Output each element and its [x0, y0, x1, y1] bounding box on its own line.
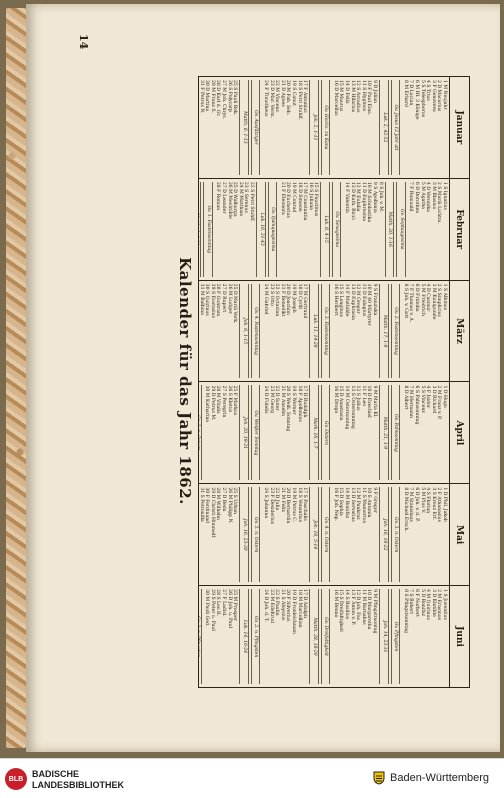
month-column	[199, 280, 469, 382]
day-entry: 7 M Stanislaus	[408, 487, 414, 522]
gospel-note	[199, 182, 201, 277]
gospel-note	[199, 385, 202, 480]
day-entry: 14 M Bonifaz	[344, 487, 350, 519]
gospel-note: Joh. 16, 23-30	[239, 487, 249, 582]
day-entry: 26 S Kletus	[226, 385, 232, 413]
gospel-note: Gv. Ostern	[321, 385, 331, 480]
day-entry: 2 D Macarius	[436, 80, 442, 112]
day-entry: 14 D Felix	[344, 80, 350, 104]
day-entry: 7 M Hermann	[408, 385, 414, 418]
day-entry: 13 M Hilarius	[349, 80, 355, 113]
gospel-note: Luk. 8, 4-15	[320, 182, 330, 277]
day-entry: 6 D Joh. v. d. P.	[414, 487, 420, 522]
day-entry: 26 M Philipp N.	[226, 487, 232, 524]
day-entry: 20 S Weiß. Sonntag	[285, 385, 291, 432]
day-entry: 10 D Ezechiel	[366, 385, 372, 418]
day-entry: 14 S Basilius	[344, 589, 350, 620]
day-entry: 31 S Petronilla	[199, 487, 204, 522]
day-entry: 15 D Anastasia	[338, 385, 344, 421]
day-entry: 17 M Gertraud	[302, 283, 308, 319]
day-entry: 26 S Polycarp	[226, 80, 232, 113]
gospel-note: Gv. Jesus 12 Jahr alt	[391, 80, 401, 175]
gospel-note: Gv. Septuagesima	[396, 182, 406, 277]
gospel-note: Gv. Ausfätziger	[251, 80, 261, 175]
day-entry: 21 D Agnes	[279, 80, 285, 107]
gospel-note: Luk. 2, 42-52	[379, 80, 389, 175]
gospel-note: Joh. 2, 1-11	[309, 80, 319, 175]
gospel-note: Joh. 16, 16-22	[379, 487, 389, 582]
day-entry: 16 M Drogo	[332, 385, 338, 414]
day-entry: 19 M Petrus C.	[290, 487, 296, 523]
blb-name[interactable]	[32, 769, 124, 791]
day-entry: 8 M Erhard	[402, 80, 408, 107]
day-entry: 24 M Gabriel	[262, 283, 268, 315]
day-entry: 30 D Martina	[204, 80, 210, 112]
day-entry: 11 D Eulogius	[360, 283, 366, 317]
day-entry: 3 D Klotilde	[430, 589, 436, 617]
day-entry: 18 M Marcellian	[296, 589, 302, 628]
day-entry: 15 S Faustinus	[313, 181, 319, 217]
day-entry: 9 M Pfingstmontag	[372, 589, 378, 634]
gospel-note: Gv. 3. n. Ostern	[391, 487, 401, 582]
day-entry: 16 S Juliana	[307, 181, 313, 210]
day-entry: 4 D Veronika	[425, 181, 431, 212]
day-entry: 22 S Octavian	[274, 283, 280, 317]
day-entry: 12 M Pankraz	[355, 487, 361, 520]
day-entry: 5 D Bonifaz	[419, 589, 425, 617]
day-entry: 23 D Mar. Verm.	[268, 80, 274, 119]
day-entry: 13 D Kath. Ricci	[349, 181, 355, 220]
day-entry: 8 S Joh. v. Gott	[402, 283, 408, 319]
blb-line-1: BADISCHE	[32, 769, 80, 779]
day-entry: 2 M Erasmus	[436, 589, 442, 621]
day-entry: 21 S Aloysius	[279, 589, 285, 621]
day-entry: 1 D Hugo	[442, 385, 447, 408]
day-entry: 3 F Genoveva	[430, 80, 436, 112]
day-entry: 9 M Maria Kl.	[372, 385, 378, 418]
day-entry: 10 M 40 Märtyrer	[366, 283, 372, 326]
day-entry: 2 S Simplicius	[436, 283, 442, 317]
day-entry: 17 M Constantia	[302, 181, 308, 221]
day-entry: 21 F Eleonora	[279, 181, 285, 215]
day-entry: 21 F Benedikt	[279, 283, 285, 317]
gospel-note: Matth. 21, 1-9	[379, 385, 389, 480]
day-entry: 5 M Agatha	[419, 181, 425, 209]
day-entry: 29 D Christi Himmelf.	[209, 487, 215, 539]
day-entry: 10 S Antonin	[366, 487, 372, 518]
gospel-note: Gv. 5. n. Ostern	[251, 487, 261, 582]
day-entry: 14 F Valentin	[344, 181, 350, 213]
day-entry: 4 S Titus	[425, 80, 431, 101]
calendar-grid	[198, 76, 470, 688]
day-entry: 3 M Blasius	[430, 181, 436, 210]
day-entry: 4 D Casimir	[425, 283, 431, 312]
day-entry: 15 S Dreifaltigkeit	[338, 589, 344, 633]
day-entry: 11 D Euphrosina	[360, 181, 366, 221]
gospel-note: Gv. Palmsonntag	[391, 385, 401, 480]
day-entry: 12 M Eulalia	[355, 181, 361, 212]
day-entry: 20 D Bernardin	[285, 487, 291, 524]
day-entry: 25 S Pauli Bek.	[232, 80, 238, 116]
day-entry: 24 F Timotheus	[262, 80, 268, 117]
gospel-note: Matth. 20, 1-16	[385, 182, 395, 277]
day-entry: 8 S Joh. v. M.	[377, 181, 383, 213]
gospel-note: Joh. 20, 19-31	[239, 385, 249, 480]
day-entry: 20 M Fab. Seb.	[285, 80, 291, 116]
day-entry: 20 D Eucherius	[285, 181, 291, 218]
day-entry: 10 D Margaretha	[366, 589, 372, 630]
day-entry: 15 M Maurus	[338, 80, 344, 112]
day-entry: 24 D Fidelis	[262, 385, 268, 414]
day-entry: 8 S Pfingstsonntag	[402, 589, 408, 633]
day-entry: 18 S Petri Stuhlf.	[296, 80, 302, 120]
day-entry: 9 D Julian	[372, 80, 378, 103]
day-entry: 23 M Edeltrud	[268, 589, 274, 624]
day-entry: 9 F Gregor	[372, 487, 378, 513]
day-entry: 20 F Silverius	[285, 589, 291, 622]
month-heading: April	[449, 382, 467, 483]
day-entry: 22 D Julia	[274, 487, 280, 511]
day-entry: 1 M Neujahr	[442, 80, 447, 110]
day-entry: 1 S Albinus	[442, 283, 447, 311]
day-entry: 23 M Georg	[268, 385, 274, 414]
day-entry: 8 D Michael Ersch.	[402, 487, 408, 532]
month-heading: Mai	[449, 484, 467, 585]
day-entry: 17 D Rudolph	[302, 385, 308, 418]
day-entry: 25 D Walburga	[232, 181, 238, 217]
blb-logo-icon[interactable]: BLB	[5, 768, 27, 790]
day-entry: 18 D Simeon	[296, 181, 302, 212]
gospel-note: Luk. 11, 14-28	[309, 284, 319, 379]
gospel-note: Luk. 18, 31-43	[256, 182, 266, 277]
gospel-note: Joh. 16, 5-14	[309, 487, 319, 582]
month-column	[199, 381, 469, 483]
month-heading: Januar	[449, 77, 467, 178]
day-entry: 25 M Prosper	[232, 589, 238, 621]
gospel-note: Joh. 6, 1-15	[239, 284, 249, 379]
day-entry: 27 F Ladisl.	[221, 589, 226, 617]
gospel-note: Gv. 3. Fastensonntag	[321, 284, 331, 379]
day-entry: 4 F Isidor	[425, 385, 431, 409]
day-entry: 5 S Vincenz	[419, 385, 425, 413]
day-entry: 24 S Johanna	[262, 487, 268, 519]
month-column	[199, 77, 469, 178]
day-entry: 30 F Ferdinand	[204, 487, 210, 524]
day-entry: 1 S Ignatius	[442, 181, 447, 210]
day-entry: 22 S Paulin	[274, 589, 280, 616]
day-entry: 19 M Conrad	[290, 181, 296, 213]
day-entry: 7 D Lucian	[408, 80, 414, 106]
day-entry: 22 D Soter	[274, 385, 280, 411]
gospel-note: Gv. Hochz. zu Kana	[321, 80, 331, 175]
day-entry: 11 F Leo	[360, 385, 366, 406]
day-entry: 19 S Werner	[290, 385, 296, 415]
day-entry: 19 S Canut	[290, 80, 296, 106]
day-entry: 8 D Albert	[402, 385, 408, 410]
day-entry: 18 D Cyrill	[296, 283, 302, 309]
gospel-note	[199, 589, 202, 684]
gospel-note: Gv. Sexagesima	[332, 182, 342, 277]
day-entry: 28 F Roman	[215, 181, 221, 211]
day-entry: 3 M Kunigunde	[430, 283, 436, 320]
gospel-note: Gv. 2. Fastensonntag	[391, 284, 401, 379]
day-entry: 13 S Ostersonntag	[349, 385, 355, 429]
day-entry: 23 F Desiderius	[268, 487, 274, 525]
marbled-edge	[6, 8, 26, 748]
day-entry: 5 S Telesphorus	[419, 80, 425, 118]
calendar-title: Kalender für das Jahr 1862.	[176, 257, 194, 505]
day-entry: 21 M Felix	[279, 487, 285, 512]
day-entry: 17 F Antonius	[302, 80, 308, 113]
day-entry: 29 D Petrus M.	[209, 385, 215, 421]
day-entry: 2 F Athanasius	[436, 487, 442, 522]
day-entry: 7 S Robert	[408, 589, 414, 615]
day-entry: 31 M Balbina	[199, 283, 204, 315]
day-entry: 25 D Mariä Verk.	[232, 283, 238, 324]
day-entry: 11 S Mamertus	[360, 487, 366, 524]
day-entry: 22 M Vincenz	[274, 80, 280, 112]
day-entry: 6 M Hl. 3 Könige	[414, 80, 420, 120]
day-entry: 5 M Pius V.	[419, 487, 425, 514]
month-column	[199, 585, 469, 687]
day-entry: 15 D Sophia	[338, 487, 344, 516]
day-entry: 27 M Joh. Chrys.	[221, 80, 226, 120]
gospel-note: Gv. 2. n. Pfingsten	[251, 589, 261, 684]
day-entry: 6 F Norbert	[414, 589, 420, 617]
day-entry: 27 D Leander	[221, 181, 226, 214]
day-entry: 4 M Quirinus	[425, 589, 431, 620]
day-entry: 24 M Matthias	[237, 181, 243, 216]
day-entry: 28 M Vitalis	[215, 385, 221, 414]
day-entry: 16 M Benno	[332, 589, 338, 618]
day-entry: 19 M Joseph	[290, 283, 296, 313]
gospel-note: Luk. 14, 16-24	[239, 589, 249, 684]
day-entry: 13 F Anton v. P.	[349, 589, 355, 625]
day-entry: 3 S Kreuz Erf.	[430, 487, 436, 521]
day-entry: 7 F Thomas v. A.	[408, 283, 414, 323]
day-entry: 17 S Paschalis	[302, 487, 308, 521]
day-entry: 10 M Scholastika	[366, 181, 372, 223]
gospel-note: Gv. 4. n. Ostern	[321, 487, 331, 582]
day-entry: 10 F Paul Eins.	[366, 80, 372, 116]
day-entry: 23 S Otto	[268, 283, 274, 306]
month-column	[199, 178, 469, 280]
day-entry: 25 F Markus	[232, 385, 238, 416]
day-entry: 12 S Arcadius	[355, 80, 361, 113]
gospel-note: Gv. Dreifaltigkeit	[321, 589, 331, 684]
gospel-note: Gv. 1. Fastensonntag	[203, 182, 213, 277]
day-entry: 24 D Joh. d. T.	[262, 589, 268, 622]
day-entry: 30 M Katharina	[204, 385, 210, 423]
gospel-note: Mark. 16, 1-7	[309, 385, 319, 480]
day-entry: 29 S Eustasius	[209, 283, 215, 318]
month-column	[199, 483, 469, 585]
day-entry: 28 M Wilhelm	[215, 487, 221, 520]
month-heading: Juni	[449, 586, 467, 687]
gospel-note: Matth. 17, 1-9	[379, 284, 389, 379]
day-entry: 4 S Florian	[425, 487, 431, 514]
day-entry: 6 S Palmsonntag	[414, 385, 420, 425]
day-entry: 27 D Beda	[221, 487, 226, 512]
day-entry: 27 D Rupert	[221, 283, 226, 313]
day-entry: 26 M Ludger	[226, 283, 232, 314]
day-entry: 31 F Petrus N.	[199, 80, 204, 114]
gospel-note: Gv. Pfingsten	[391, 589, 401, 684]
day-entry: 1 D Phil. Jakob	[442, 487, 447, 522]
day-entry: 6 D Fridolin	[414, 283, 420, 312]
day-entry: 6 D Dorothea	[414, 181, 420, 214]
day-entry: 26 D Joh. u. Paul	[226, 589, 232, 629]
gospel-note: Gv. 4. Fastensonntag	[251, 284, 261, 379]
day-entry: 14 M Ostermontag	[344, 385, 350, 430]
day-entry: 15 S Longinus	[338, 283, 344, 318]
day-entry: 1 S Juventius	[442, 589, 447, 620]
gospel-note: Joh. 14, 23-31	[379, 589, 389, 684]
day-entry: 2 S Mariä Lichtm.	[436, 181, 442, 224]
day-entry: 9 S Apollonia	[372, 181, 378, 213]
blb-line-2: LANDESBIBLIOTHEK	[32, 780, 124, 790]
day-entry: 28 D Karl d. Gr.	[215, 80, 221, 117]
day-entry: 27 S Peregrin	[221, 385, 226, 418]
day-entry: 23 S Serenus	[243, 181, 249, 213]
gospel-note: Gv. Weißer Sonntag	[251, 385, 261, 480]
day-entry: 22 S Petri Stuhlf.	[248, 181, 254, 222]
day-entry: 29 S Peter u. Paul	[209, 589, 215, 631]
day-entry: 2 M Franz v. P.	[436, 385, 442, 420]
bw-label[interactable]: Baden-Württemberg	[390, 772, 490, 784]
gospel-note: Gv. Quinquagesima	[268, 182, 278, 277]
day-entry: 26 M Mechtilde	[226, 181, 232, 219]
day-entry: 7 F Romuald	[408, 181, 414, 212]
day-entry: 3 D Richard	[430, 385, 436, 414]
day-entry: 13 D Euphrasia	[349, 283, 355, 320]
day-entry: 30 M Pauli Ged.	[204, 589, 210, 627]
gospel-note: Matth. 28, 18-20	[309, 589, 319, 684]
day-entry: 16 D Marcellus	[332, 80, 338, 116]
day-entry: 25 S Urban	[232, 487, 238, 514]
day-entry: 28 S Leo II.	[215, 589, 221, 617]
day-entry: 18 F Apollonius	[296, 385, 302, 422]
day-entry: 13 D Servatius	[349, 487, 355, 522]
bw-coat-of-arms-icon[interactable]	[372, 771, 386, 785]
day-entry: 14 F Mathilde	[344, 283, 350, 317]
day-entry: 21 M Anselm	[279, 385, 285, 417]
day-entry: 17 D Adolph	[302, 589, 308, 618]
month-heading: März	[449, 281, 467, 382]
day-entry: 28 F Guntram	[215, 283, 221, 317]
day-entry: 11 S Hyginus	[360, 80, 366, 112]
day-entry: 16 F Joh. Nep.	[332, 487, 338, 521]
day-entry: 18 S Venantius	[296, 487, 302, 523]
day-entry: 12 D Joh. Fac.	[355, 589, 361, 622]
day-entry: 9 S Franziska	[372, 283, 378, 316]
day-entry: 12 M Gregor	[355, 283, 361, 314]
day-entry: 19 D Fronleichnam	[290, 589, 296, 634]
day-entry: 12 S Julius	[355, 385, 361, 411]
day-entry: 11 M Barnabas	[360, 589, 366, 625]
calendar-rotated	[88, 76, 470, 686]
day-entry: 30 S Quirinus	[204, 283, 210, 316]
day-entry: 16 S Heribert	[332, 283, 338, 316]
page-number: 14	[77, 34, 90, 50]
month-heading: Februar	[449, 179, 467, 280]
day-entry: 20 D Joachim	[285, 283, 291, 315]
day-entry: 5 M Friedrich	[419, 283, 425, 316]
day-entry: 29 M Franz S.	[209, 80, 215, 113]
gospel-note: Matth. 8, 1-13	[239, 80, 249, 175]
footer-bar	[0, 758, 504, 798]
